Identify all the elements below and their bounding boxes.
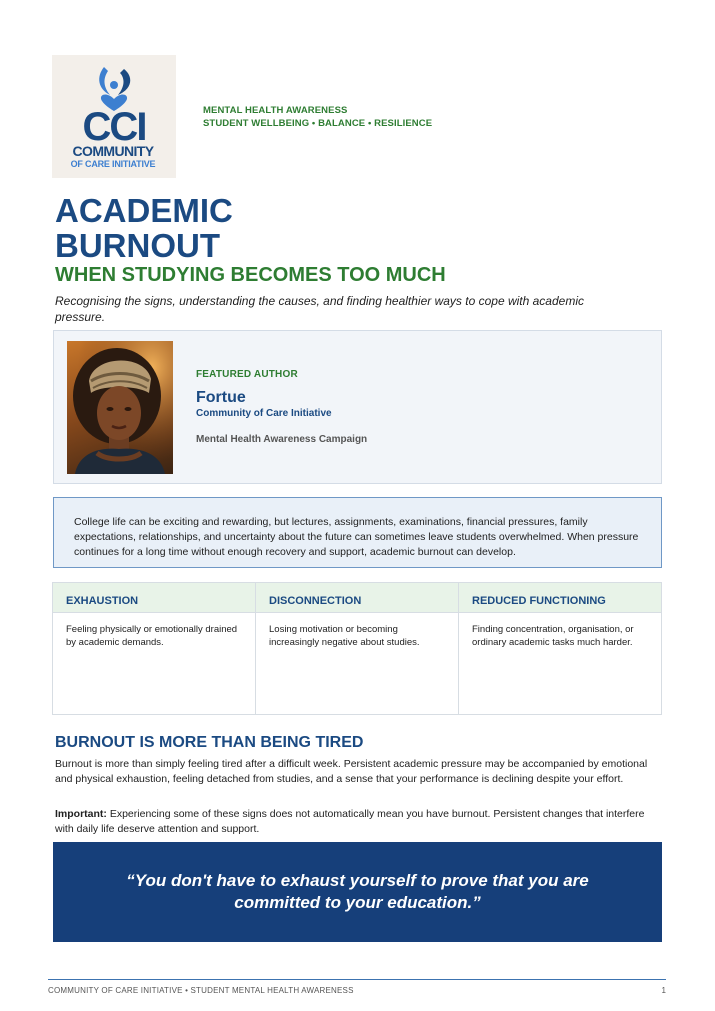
pull-quote xyxy=(53,842,662,942)
logo-line1: COMMUNITY xyxy=(72,143,154,159)
sign-column-disconnection xyxy=(256,583,459,714)
tagline xyxy=(203,105,432,130)
footer-divider xyxy=(48,979,666,980)
page-number: 1 xyxy=(661,986,666,995)
sign-text: Feeling physically or emotionally drained by academic demands. xyxy=(66,624,238,648)
sign-title: REDUCED FUNCTIONING xyxy=(459,583,661,613)
sign-text: Finding concentration, organisation, or ordinary academic tasks much harder. xyxy=(472,624,634,648)
sign-column-reduced-functioning xyxy=(459,583,661,714)
title-line1: ACADEMIC xyxy=(55,192,233,229)
title-line2: BURNOUT xyxy=(55,226,220,264)
lede-text: Recognising the signs, understanding the causes, and finding healthier ways to cope with academic pressure. xyxy=(55,294,584,324)
quote-text: “You don't have to exhaust yourself to prove that you are committed to your education.” xyxy=(126,871,589,912)
author-photo xyxy=(67,341,173,474)
author-org: Community of Care Initiative xyxy=(196,408,332,419)
page-subtitle: WHEN STUDYING BECOMES TOO MUCH xyxy=(55,264,446,286)
important-label: Important: xyxy=(55,808,107,820)
sign-title: DISCONNECTION xyxy=(256,583,458,613)
tagline-line1: MENTAL HEALTH AWARENESS xyxy=(203,105,348,116)
section-title: BURNOUT IS MORE THAN BEING TIRED xyxy=(55,734,364,751)
cci-logo-graphic xyxy=(52,55,176,178)
important-text: Experiencing some of these signs does not automatically mean you have burnout. Persistent changes that interfere with daily life deserve attention and support. xyxy=(55,808,645,835)
footer-text: COMMUNITY OF CARE INITIATIVE • STUDENT MENTAL HEALTH AWARENESS xyxy=(48,986,354,995)
tagline-line2: STUDENT WELLBEING • BALANCE • RESILIENCE xyxy=(203,117,433,129)
author-meta xyxy=(196,369,367,445)
logo-letters: CCI xyxy=(82,105,146,149)
sign-column-exhaustion xyxy=(53,583,256,714)
sign-text: Losing motivation or becoming increasingly negative about studies. xyxy=(269,624,420,648)
signs-table xyxy=(52,582,662,715)
section-paragraph: Burnout is more than simply feeling tired after a difficult week. Persistent academic pressure may be accompanied by emotional and physical exhaustion, feeling detached from studies, and a sense that your performance is declining despite your effort. xyxy=(55,758,648,785)
featured-author-label: FEATURED AUTHOR xyxy=(196,369,298,380)
author-campaign: Mental Health Awareness Campaign xyxy=(196,434,368,445)
logo-line2: OF CARE INITIATIVE xyxy=(70,159,156,169)
cci-logo xyxy=(52,55,176,178)
author-portrait-graphic xyxy=(67,341,173,474)
author-name: Fortue xyxy=(196,389,246,406)
sign-title: EXHAUSTION xyxy=(53,583,255,613)
author-card xyxy=(53,330,662,484)
intro-box: College life can be exciting and rewarding, but lectures, assignments, examinations, financial pressures, family expectations, relationships, and uncertainty about the future can sometimes leave students overwhelmed. When pressure continues for a long time without enough recovery and support, academic burnout can develop. xyxy=(53,497,662,568)
page-title xyxy=(55,194,233,263)
important-paragraph xyxy=(55,807,663,837)
